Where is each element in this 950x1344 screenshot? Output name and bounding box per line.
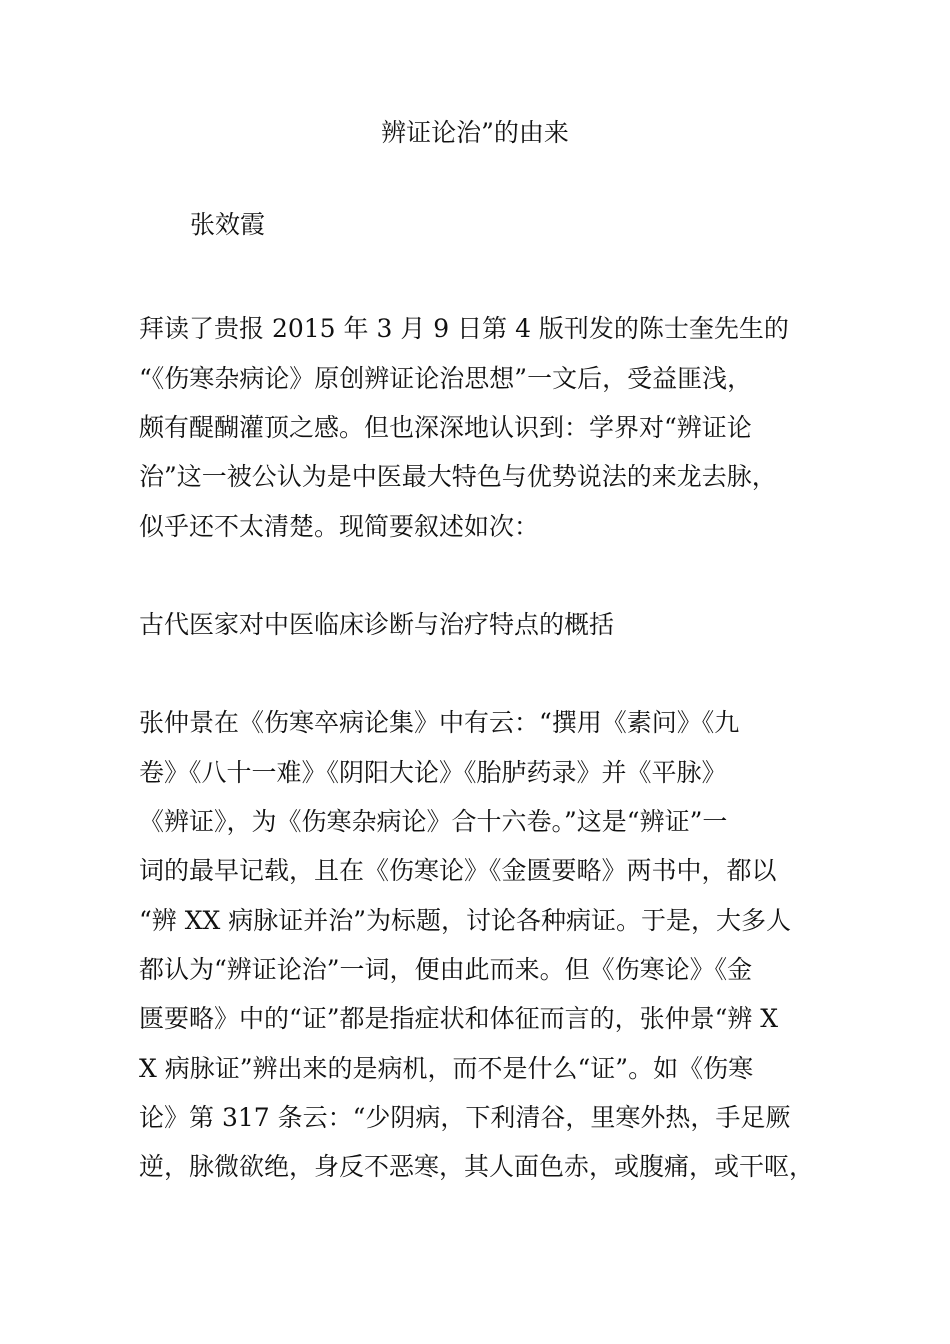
body-line: 《辨证》，为《伤寒杂病论》合十六卷。”这是“辨证”一 [139,807,728,836]
body-line: 匮要略》中的“证”都是指症状和体征而言的，张仲景“辨 X [139,1004,779,1033]
intro-line: “《伤寒杂病论》原创辨证论治思想”一文后，受益匪浅， [139,364,753,393]
body-line: 逆，脉微欲绝，身反不恶寒，其人面色赤，或腹痛，或干呕， [139,1152,815,1181]
body-line: 论》第 317 条云：“少阴病，下利清谷，里寒外热，手足厥 [139,1103,791,1132]
body-line: “辨 XX 病脉证并治”为标题，讨论各种病证。于是，大多人 [139,906,792,935]
document-title: 辨证论治”的由来 [381,118,569,147]
body-line: X 病脉证”辨出来的是病机，而不是什么“证”。如《伤寒 [139,1054,754,1083]
body-line: 词的最早记载，且在《伤寒论》《金匮要略》两书中，都以 [139,856,777,885]
body-line: 张仲景在《伤寒卒病论集》中有云：“撰用《素问》《九 [139,708,740,737]
intro-line: 似乎还不太清楚。现简要叙述如次： [139,512,540,541]
intro-line: 治”这一被公认为是中医最大特色与优势说法的来龙去脉， [139,462,777,491]
author-name: 张效霞 [190,210,266,239]
intro-line: 拜读了贵报 2015 年 3 月 9 日第 4 版刊发的陈士奎先生的 [139,314,789,343]
section-heading: 古代医家对中医临床诊断与治疗特点的概括 [139,610,615,639]
body-line: 卷》《八十一难》《阴阳大论》《胎胪药录》并《平脉》 [139,758,727,787]
intro-line: 颇有醍醐灌顶之感。但也深深地认识到：学界对“辨证论 [139,413,752,442]
body-line: 都认为“辨证论治”一词，便由此而来。但《伤寒论》《金 [139,955,753,984]
